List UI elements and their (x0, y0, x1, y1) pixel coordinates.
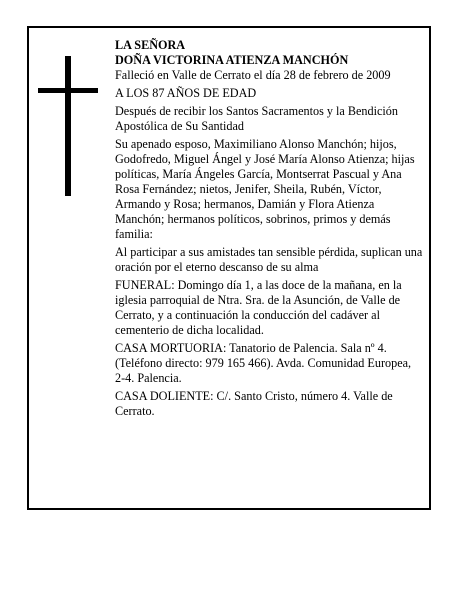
sacraments-line: Después de recibir los Santos Sacramentos y la Bendición Apostólica de Su Santidad (115, 104, 398, 133)
request-paragraph: Al participar a sus amistades tan sensible pérdida, suplican una oración por el eterno descanso de su alma (115, 245, 423, 274)
mortuary-paragraph: CASA MORTUORIA: Tanatorio de Palencia. Sala nº 4. (Teléfono directo: 979 165 466). Avda. Comunidad Europea, 2-4. Palencia. (115, 341, 412, 385)
death-line: Falleció en Valle de Cerrato el día 28 de febrero de 2009 (115, 68, 391, 82)
family-paragraph: Su apenado esposo, Maximiliano Alonso Manchón; hijos, Godofredo, Miguel Ángel y José María Alonso Atienza; hijas políticas, María Ángeles García, Montserrat Pascual y Ana Rosa Fernández; nietos, Jenifer, Sheila, Rubén, Víctor, Armando y Rosa; hermanos, Damián y Flora Atienza Manchón; hermanos políticos, sobrinos, primos y demás familia: (115, 137, 415, 241)
obituary-text (115, 38, 423, 422)
funeral-paragraph: FUNERAL: Domingo día 1, a las doce de la mañana, en la iglesia parroquial de Ntra. Sra. de la Asunción, de Valle de Cerrato, y a continuación la conducción del cadáver al cementerio de dicha localidad. (115, 278, 402, 337)
deceased-name: DOÑA VICTORINA ATIENZA MANCHÓN (115, 53, 349, 67)
cross-horizontal-bar (38, 88, 98, 93)
title-line-1: LA SEÑORA (115, 38, 186, 52)
age-line: A LOS 87 AÑOS DE EDAD (115, 86, 257, 100)
mourning-house-paragraph: CASA DOLIENTE: C/. Santo Cristo, número 4. Valle de Cerrato. (115, 389, 393, 418)
latin-cross-icon (38, 56, 98, 196)
cross-vertical-bar (65, 56, 71, 196)
